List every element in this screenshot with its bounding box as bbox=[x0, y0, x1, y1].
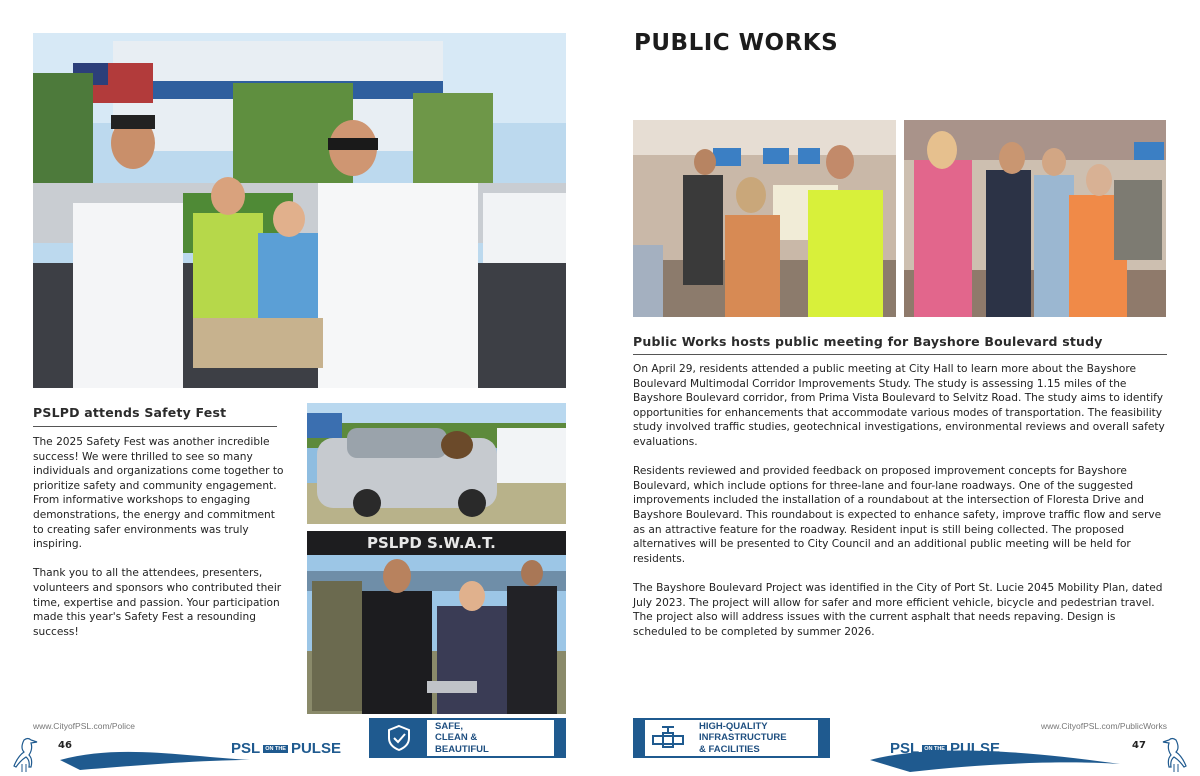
badge-text bbox=[691, 720, 795, 756]
heron-icon bbox=[1158, 736, 1190, 772]
bayshore-title: Public Works hosts public meeting for Bayshore Boulevard study bbox=[633, 334, 1103, 349]
logo-psl: PSL bbox=[890, 740, 920, 757]
page-number: 47 bbox=[1132, 740, 1146, 751]
title-rule bbox=[33, 426, 277, 427]
badge-line: CLEAN & bbox=[435, 732, 478, 744]
paragraph: The 2025 Safety Fest was another incredible success! We were thrilled to see so many individuals and organizations come together to prioritize safety and community engagement. From informative workshops to engaging demonstrations, the energy and commitment to creating safer environments was truly inspiring. bbox=[33, 436, 284, 551]
logo-pulse: PULSE bbox=[949, 740, 1000, 757]
paragraph: On April 29, residents attended a public meeting at City Hall to learn more about the Bayshore Boulevard Multimodal Corridor Improvements Study. The study is assessing 1.15 miles of the Bayshore Boulevard corridor, from Prima Vista Boulevard to Selvitz Road. The study aims to identify opportunities for enhancements that accommodate various modes of transportation. The feasibility study involved traffic studies, geotechnical investigations, environmental reviews and overall safety evaluations. bbox=[633, 363, 1165, 448]
paragraph: Thank you to all the attendees, presenters, volunteers and sponsors who contributed their time, expertise and passion. Your participation made this year's Safety Fest a resounding success! bbox=[33, 567, 282, 638]
shield-check-icon bbox=[371, 720, 427, 756]
psl-pulse-logo bbox=[231, 740, 341, 757]
infrastructure-badge bbox=[633, 718, 830, 758]
right-page bbox=[600, 0, 1200, 776]
footer-url[interactable]: www.CityofPSL.com/PublicWorks bbox=[1041, 721, 1167, 731]
badge-line: SAFE, bbox=[435, 720, 463, 732]
footer-url[interactable]: www.CityofPSL.com/Police bbox=[33, 721, 136, 731]
safe-clean-badge bbox=[369, 718, 566, 758]
paragraph: Residents reviewed and provided feedback on proposed improvement concepts for Bayshore Boulevard, which include options for three-lane and four-lane roadways. One of the suggested improvements included the installation of a roundabout at the intersection of Floresta Drive and Bayshore Boulevard. This roundabout is expected to enhance safety, improve traffic flow and serve as an attractive feature for the roadway. Resident input is still being collected. The proposed alternatives will be presented to City Council and an additional public meeting will be held for residents. bbox=[633, 465, 1162, 565]
pipe-valve-icon bbox=[645, 720, 691, 756]
page-number: 46 bbox=[58, 740, 72, 751]
logo-mid: ON THE bbox=[924, 745, 945, 752]
badge-line: INFRASTRUCTURE bbox=[699, 732, 787, 744]
safety-fest-title: PSLPD attends Safety Fest bbox=[33, 405, 227, 420]
heron-icon bbox=[10, 736, 42, 772]
badge-text bbox=[427, 720, 497, 756]
meeting-photo-2 bbox=[904, 120, 1166, 317]
logo-psl: PSL bbox=[231, 740, 261, 757]
logo-mid: ON THE bbox=[265, 745, 286, 752]
title-rule bbox=[633, 354, 1167, 355]
badge-line: HIGH-QUALITY bbox=[699, 720, 768, 732]
badge-line: & FACILITIES bbox=[699, 743, 760, 755]
section-heading: PUBLIC WORKS bbox=[634, 30, 839, 56]
logo-pulse: PULSE bbox=[290, 740, 341, 757]
psl-pulse-logo bbox=[890, 740, 1000, 757]
swat-banner-text: PSLPD S.W.A.T. bbox=[367, 534, 496, 552]
k9-car-photo bbox=[307, 403, 566, 524]
swat-photo bbox=[307, 531, 566, 714]
safety-fest-body bbox=[33, 435, 285, 654]
meeting-photo-1 bbox=[633, 120, 896, 317]
bayshore-body bbox=[633, 362, 1170, 654]
paragraph: The Bayshore Boulevard Project was identified in the City of Port St. Lucie 2045 Mobility Plan, dated July 2023. The project will allow for safer and more efficient vehicle, bicycle and pedestrian travel. The project also will address issues with the current asphalt that needs repaving. Design is scheduled to be completed by summer 2026. bbox=[633, 581, 1163, 638]
safety-fest-officers-photo bbox=[33, 33, 566, 388]
badge-line: BEAUTIFUL bbox=[435, 743, 489, 755]
